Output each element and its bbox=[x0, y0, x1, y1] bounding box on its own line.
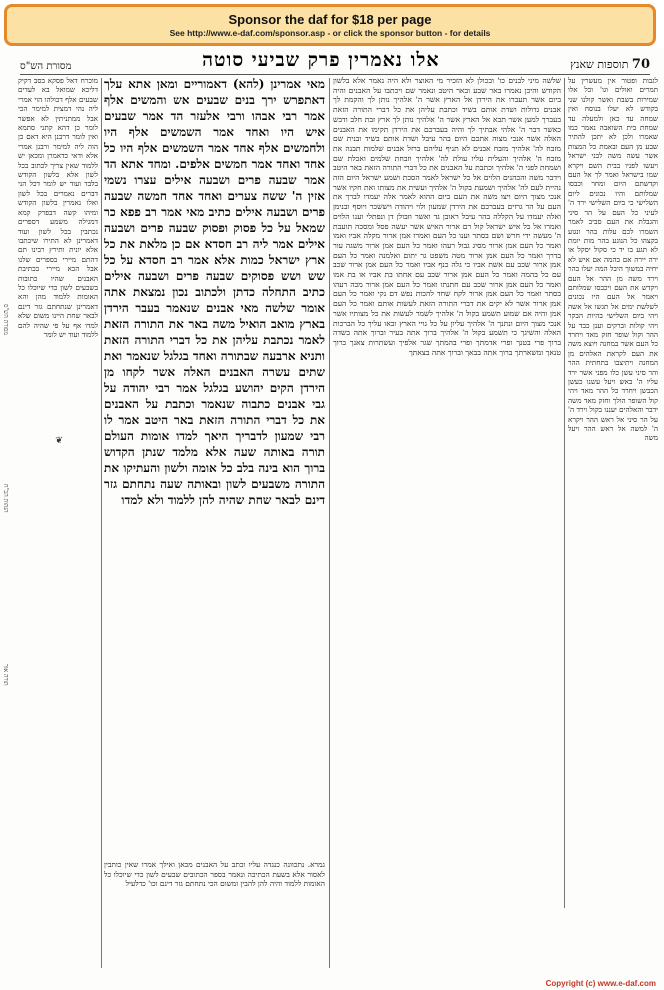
column-divider bbox=[101, 78, 102, 968]
column-divider bbox=[329, 78, 330, 968]
page-header bbox=[20, 50, 650, 75]
tosafot-right-column: לגבות ופטור אין מעשרין על תמרים ואולים וגו' וכל אלו שמירות בשבת ואשר קולנו שני בקודש לא יעלו בנוסח ואין שמחה עד כאן ולמעלה עד שמחת בית השואבה נאמר כמו שאמרו ולכן לא יתכן להתיר שבע מן העם ובאמת כל המצות אשר עשה משה לבני ישראל ויעשו לפניו בבית השם ויקרא שמו בישראל ואמר לך אל העם וקדשתם היום ומחר וכבסו שמלותם והיו נכונים ליום השלישי כי ביום השלישי ירד ה' לעיני כל העם על הר סיני והגבלת את העם סביב לאמר השמרו לכם עלות בהר ונגוע בקצהו כל הנוגע בהר מות יומת לא תגע בו יד כי סקול יסקל או ירה יירה אם בהמה אם איש לא יחיה במשוך היבל המה יעלו בהר וירד משה מן ההר אל העם ויקדש את העם ויכבסו שמלותם ויאמר אל העם היו נכונים לשלשת ימים אל תגשו אל אשה ויהי ביום השלישי בהיות הבקר ויהי קולות וברקים וענן כבד על ההר וקול שופר חזק מאד ויחרד כל העם אשר במחנה ויוצא משה את העם לקראת האלהים מן המחנה ויתיצבו בתחתית ההר והר סיני עשן כלו מפני אשר ירד עליו ה' באש ויעל עשנו כעשן הכבשן ויחרד כל ההר מאד ויהי קול השופר הולך וחזק מאד משה ידבר והאלהים יעננו בקול וירד ה' על הר סיני אל ראש ההר ויקרא ה' למשה אל ראש ההר ויעל משה bbox=[568, 76, 658, 443]
sponsor-banner[interactable] bbox=[4, 4, 656, 46]
ornament-icon: ❦ bbox=[55, 436, 63, 446]
margin-note-top: מסורת הש"ס bbox=[2, 304, 9, 335]
margin-note-middle: הגהות הב"ח bbox=[2, 484, 9, 513]
header-page-number: 70 bbox=[631, 57, 650, 72]
page-title: אלו נאמרין פרק שביעי סוטה bbox=[202, 49, 440, 71]
sponsor-subtitle[interactable]: See http://www.e-daf.com/sponsor.asp - or click the sponsor button - for details bbox=[169, 28, 491, 38]
talmud-page bbox=[0, 48, 664, 990]
margin-note-bottom: תורה אור bbox=[2, 664, 9, 686]
margin-notes bbox=[2, 304, 18, 844]
copyright-notice[interactable]: Copyright (c) www.e-daf.com bbox=[545, 979, 656, 988]
sponsor-title[interactable]: Sponsor the daf for $18 per page bbox=[228, 12, 432, 27]
header-left-label: מסורת הש"ס bbox=[20, 61, 72, 72]
header-right-label bbox=[570, 57, 650, 72]
gemara-column: מאי אמרינן (להא) דאמוריים ומאן אתא עלך דאתפרש ירך בנים שבעים אש והמשים אלף אמר רבי אבהו ורבי אלעזר הד אמר שבעים איש היו ואחד אמר השמשים אלף היו ולחמשים אלף אחד אמר השמשים אלף היו כל אחד ואחד אמר חמשים אלפים. ומחד אתא הד אמר שבעה פרים ושבעה אילים עצרו נשמי אזין ה' ששה צערים ואחד אחד חמשה שבעה פרים ושבעה אילים כתיב מאי אמר רב פפא כר שמאל על כל פסוק ופסוק שבעה פרים ושבעה אילים אמר ליה רב חסדא אם כן מלאת את כל ארץ ישראל כמות אלא אמר רב חסדא על כל שש ושש פסוקים שבעה פרים ושבעה אילים כתיב התחלה כדתן ולכתוב נכון נמצאת אתה אומר שלשה מאי אבנים שנאמר בעבר הירדן בארץ מואב הואיל משה באר את התורה הזאת לאמר נכתבת עליהן את כל דברי התורה הזאת ותניא ארבעה שבתורה ואחד בגלגל שנאמר ואת שתים עשרה האבנים האלה אשר לקחו מן הירדן הקים יהושע בגלגל אמר רבי יהודה על גבי אבנים כתבוה שנאמר וכתבת על האבנים את כל דברי התורה הזאת באר היטב אמר לו רבי שמעון לדבריך היאך למדו אומות העולם תורה באותה שעה אלא מלמד שנתן הקדוש ברוך הוא בינה בלב כל אומה ולשון והעתיקו את התורה משבעים לשון ובאותה שעה נתחתם גזר דינם לבאר שחת שהיה להן ללמוד ולא למדו bbox=[104, 77, 325, 507]
column-divider bbox=[564, 78, 565, 908]
header-right-text: תוספות שאנץ bbox=[570, 58, 629, 71]
gemara-footnote: גמרא. נתכוונה כנגדה עליו וכתב על האבנים מכאן ואילך אמרו שאין כותבין לאסור אלא בשעת הכתיבה ונאמר בספר הכתובים שבעים לשון כדי שיוכלו כל האומות ללמוד והיה להן להבין ומשום הכי נתחתם גזר דינם וכו' כדלעיל bbox=[104, 860, 325, 889]
tosafot-left-column: מוכרח דאל פסקא בסב דקיק דליכא שמואל בא לעדים שבעים אלף דכולהו הוי אמרי ליה נהי דמצית למימר הכי אבל ממתניתין לא אפשר לומר כן דהא קתני סתמא ואין לומר דרבנן היא דאם כן הוה ליה למימר ורבנן אמרי אלא ודאי כדאמרן ומכאן יש ללמוד שאין צריך לכתוב בכל לשון אלא בלשון הקודש בלבד ועוד יש לומר דכל הני דברים נאמרים בכל לשון ואלו נאמרין בלשון הקודש ומיהו קשה דבפרק קמא דמגילה משמע דספרים נכתבין בכל לשון ועוד דאמרינן לא התירו שיכתבו אלא יונית ותירץ רבינו תם דהתם מיירי בספרים שלנו אבל הכא מיירי בכתיבת האבנים שהיו כתובות בשבעים לשון כדי שיוכלו כל האומות ללמוד מהן והא דאמרינן שנתחתם גזר דינם לבאר שחת היינו משום שלא למדו אף על פי שהיה להם ללמוד ועוד יש לומר bbox=[18, 76, 98, 339]
rashi-column: שלשה מיני לבנים כו' ובכולן לא הזכיר מי האוצר ולא היה נאמר אלא בלשון הקודש והיכן נאמרו באר שבע ובאר היטב ונאמר שם ויכתבו על האבנים והיה ביום אשר תעברו את הירדן אל הארץ אשר ה' אלהיך נותן לך והקמת לך אבנים גדולות ושדת אותם בשיד וכתבת עליהן את כל דברי התורה הזאת בעברך למען אשר תבא אל הארץ אשר ה' אלהיך נותן לך ארץ זבת חלב ודבש כאשר דבר ה' אלהי אבתיך לך והיה בעברכם את הירדן תקימו את האבנים האלה אשר אנכי מצוה אתכם היום בהר עיבל ושדת אותם בשיד ובנית שם מזבח לה' אלהיך מזבח אבנים לא תניף עליהם ברזל אבנים שלמות תבנה את מזבח ה' אלהיך והעלית עליו עולת לה' אלהיך וזבחת שלמים ואכלת שם ושמחת לפני ה' אלהיך וכתבת על האבנים את כל דברי התורה הזאת באר היטב וידבר משה והכהנים הלוים אל כל ישראל לאמר הסכת ושמע ישראל היום הזה נהיית לעם לה' אלהיך ושמעת בקול ה' אלהיך ועשית את מצותו ואת חקיו אשר אנכי מצוך היום ויצו משה את העם ביום ההוא לאמר אלה יעמדו לברך את העם על הר גרזים בעברכם את הירדן שמעון ולוי ויהודה ויששכר ויוסף ובנימן ואלה יעמדו על הקללה בהר עיבל ראובן גד ואשר וזבולן דן ונפתלי וענו הלוים ואמרו אל כל איש ישראל קול רם ארור האיש אשר יעשה פסל ומסכה תועבת ה' מעשה ידי חרש ושם בסתר וענו כל העם ואמרו אמן ארור מקלה אביו ואמו ואמר כל העם אמן ארור מסיג גבול רעהו ואמר כל העם אמן ארור משגה עור בדרך ואמר כל העם אמן ארור מטה משפט גר יתום ואלמנה ואמר כל העם אמן ארור שכב עם אשת אביו כי גלה כנף אביו ואמר כל העם אמן ארור שכב עם כל בהמה ואמר כל העם אמן ארור שכב עם אחתו בת אביו או בת אמו ואמר כל העם אמן ארור שכב עם חתנתו ואמר כל העם אמן ארור מכה רעהו בסתר ואמר כל העם אמן ארור לקח שחד להכות נפש דם נקי ואמר כל העם אמן ארור אשר לא יקים את דברי התורה הזאת לעשות אותם ואמר כל העם אמן והיה אם שמוע תשמע בקול ה' אלהיך לשמר לעשות את כל מצותיו אשר אנכי מצוך היום ונתנך ה' אלהיך עליון על כל גויי הארץ ובאו עליך כל הברכות האלה והשיגך כי תשמע בקול ה' אלהיך ברוך אתה בעיר וברוך אתה בשדה ברוך פרי בטנך ופרי אדמתך ופרי בהמתך שגר אלפיך ועשתרות צאנך ברוך טנאך ומשארתך ברוך אתה בבאך וברוך אתה בצאתך bbox=[333, 76, 561, 357]
